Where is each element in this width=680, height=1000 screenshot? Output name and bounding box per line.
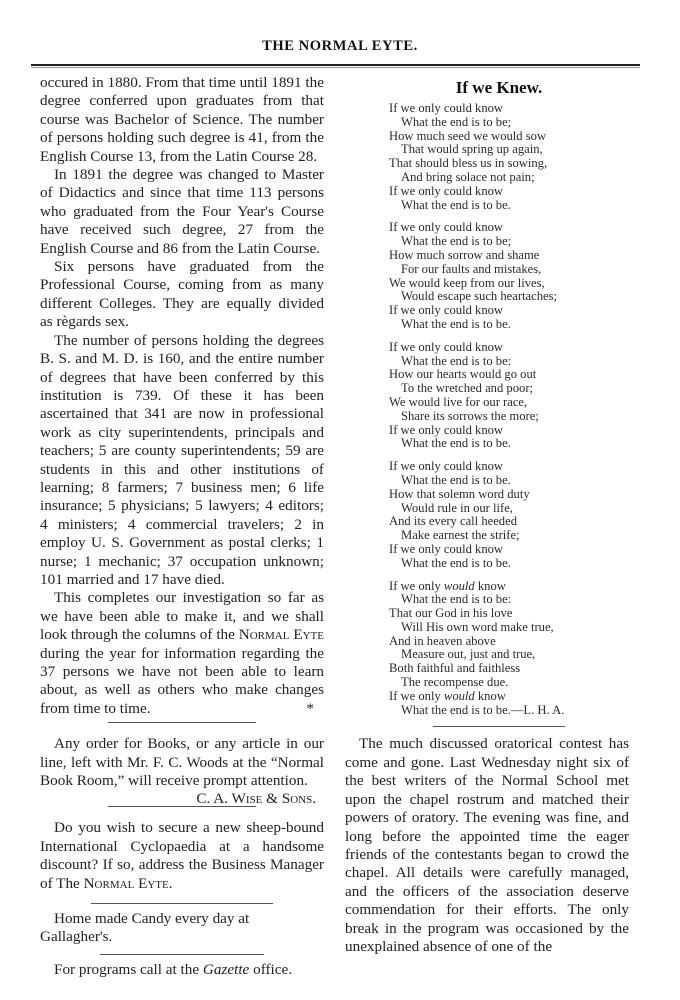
separator-rule <box>100 954 264 955</box>
poem-stanza <box>389 580 641 718</box>
publication-name: Normal Eyte <box>238 626 324 644</box>
poem-line: What the end is to be. <box>401 472 511 487</box>
poem-line: That would spring up again, <box>401 142 543 157</box>
poem-line <box>389 704 641 718</box>
poem-line: If we only could know <box>389 422 504 437</box>
notice-cyclopaedia-end: . <box>168 874 173 892</box>
publication-name: Normal Eyte <box>83 874 169 892</box>
masthead-title: THE NORMAL EYTE. <box>262 38 418 54</box>
closing-text-end: during the year for information regarding the 37 persons we have not been able to learn about, as well as others who make changes from time to time. <box>40 644 324 717</box>
poem-line: What the end is to be. <box>401 316 511 331</box>
article-paragraph: occured in 1880. From that time until 1891 the degree conferred upon graduates from that course was Bachelor of Science. The number of persons holding such degree is 41, from the English Course 13, from the Latin Course 28. <box>40 74 324 165</box>
article-paragraph: In 1891 the degree was changed to Master of Didactics and since that time 113 persons who graduated from the Four Year's Course have received such degree, 27 from the English Course and 86 from the Latin Course. <box>40 166 324 257</box>
poem-line: If we only could know <box>389 101 504 115</box>
poem-line: That our God in his love <box>389 606 513 621</box>
notice-programs <box>40 961 324 979</box>
poem-line-start: If we only <box>389 688 441 703</box>
article-paragraph: The much discussed oratorical contest has come and gone. Last Wednesday night six of the best writers of the Normal School met upon the chapel rostrum and matched their powers of oratory. The evening was fine, and long before the appointed time the eager friends of the contestants began to crowd the chapel. All details were carefully managed, and the officers of the association deserve commendation for their efforts. The only break in the program was occasioned by the unexplained absence of one of the <box>345 735 629 955</box>
poem-line: If we only could know <box>389 541 504 556</box>
separator-rule <box>433 726 565 727</box>
poem-line <box>389 690 641 704</box>
poem-line: Share its sorrows the more; <box>401 408 539 423</box>
poem-line: What the end is to be: <box>401 353 512 368</box>
poem-line: We would live for our race, <box>389 394 528 409</box>
poem-line-end: know <box>477 688 506 703</box>
poem-line-start: If we only <box>389 578 441 593</box>
notice-cyclopaedia-text: Do you wish to secure a new sheep-bound International Cyclopaedia at a handsome discount? If so, address the Business Manager of The <box>40 819 324 892</box>
poem-line-text: What the end is to be. <box>401 702 511 717</box>
closing-text-start: This completes our investigation so far as we have been able to make it, and we shall look through the columns of the <box>40 589 324 644</box>
poem-line: If we only could know <box>389 339 504 354</box>
end-mark: * <box>306 699 314 717</box>
poem-line: Both faithful and faithless <box>389 661 521 676</box>
poem-line: What the end is to be. <box>401 197 511 212</box>
poem-line: If we only could know <box>389 220 504 235</box>
poem <box>389 102 641 717</box>
poem-line-emphasis: would <box>443 578 475 593</box>
poem-line: Would escape such heartaches; <box>401 289 557 304</box>
article-paragraph: The number of persons holding the degrees B. S. and M. D. is 160, and the entire number of degrees that have been conferred by this institution is 739. Of these it has been ascertained that 341 are now in professional work as city superintendents, principals and teachers; 5 are county superintendents; 59 are students in this and other institutions of learning; 8 farmers; 7 business men; 6 life insurance; 5 physicians; 5 lawyers; 4 editors; 4 ministers; 4 commercial travelers; 2 in employ U. S. Government as postal clerks; 1 nurse; 1 mechanic; 37 occupation unknown; 101 married and 17 have died. <box>40 331 324 588</box>
poem-line: How much sorrow and shame <box>389 247 540 262</box>
article-paragraph: Six persons have graduated from the Professional Course, coming from as many different Colleges. They are equally divided as règards sex. <box>40 258 324 331</box>
poem-line: If we only could know <box>389 459 504 474</box>
poem-stanza <box>389 460 641 570</box>
poem-stanza <box>389 221 641 331</box>
poem-line: And bring solace not pain; <box>401 169 535 184</box>
poem-stanza <box>389 102 641 212</box>
masthead-rule-thin <box>31 67 640 68</box>
right-column <box>345 74 641 956</box>
poem-line: What the end is to be. <box>401 436 511 451</box>
poem-line: Would rule in our life, <box>401 500 513 515</box>
poem-line: What the end is to be; <box>401 234 512 249</box>
poem-line: And in heaven above <box>389 633 496 648</box>
notice-books-text: Any order for Books, or any article in our line, left with Mr. F. C. Woods at the “Normal Book Room,” will receive prompt attention. <box>40 735 324 790</box>
notice-books <box>40 735 324 808</box>
poem-line: What the end is to be: <box>401 592 512 607</box>
poem-line: Will His own word make true, <box>401 619 554 634</box>
poem-line: How much seed we would sow <box>389 128 547 143</box>
gazette-name: Gazette <box>202 960 250 978</box>
notice-programs-end: office. <box>253 960 293 978</box>
notice-cyclopaedia <box>40 819 324 893</box>
poem-line: That should bless us in sowing, <box>389 156 548 171</box>
separator-rule <box>108 722 256 723</box>
notice-candy: Home made Candy every day at Gallagher's. <box>40 910 250 946</box>
poem-line: The recompense due. <box>401 675 509 690</box>
poem-line: What the end is to be; <box>401 114 512 129</box>
poem-line: Make earnest the strife; <box>401 528 520 543</box>
poem-line: If we only could know <box>389 183 504 198</box>
poem-title: If we Knew. <box>455 78 543 97</box>
article-closing-paragraph <box>40 589 324 718</box>
poem-line: Measure out, just and true, <box>401 647 536 662</box>
masthead-rule <box>31 64 640 66</box>
poem-line-emphasis: would <box>443 688 475 703</box>
poem-stanza <box>389 341 641 451</box>
poem-line: For our faults and mistakes, <box>401 261 542 276</box>
poem-line: What the end is to be. <box>401 555 511 570</box>
separator-rule <box>91 903 273 904</box>
poem-line: To the wretched and poor; <box>401 381 534 396</box>
poem-line <box>389 580 641 594</box>
left-column <box>40 74 324 979</box>
poem-line: And its every call heeded <box>389 514 517 529</box>
poem-line: How that solemn word duty <box>389 486 530 501</box>
poem-line: How our hearts would go out <box>389 367 537 382</box>
poem-line-end: know <box>477 578 506 593</box>
poem-line: If we only could know <box>389 303 504 318</box>
notice-signature: C. A. Wise & Sons. <box>196 790 316 808</box>
poem-attribution: —L. H. A. <box>510 702 565 717</box>
notice-programs-text: For programs call at the <box>54 960 200 978</box>
poem-line: We would keep from our lives, <box>389 275 545 290</box>
